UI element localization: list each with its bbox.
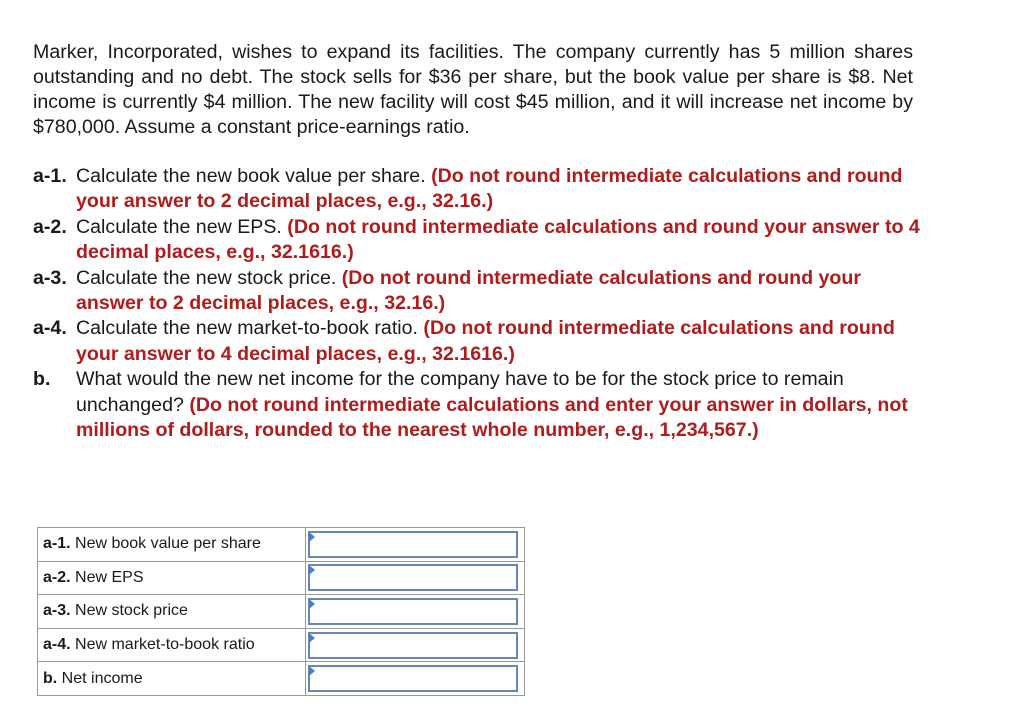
row-code: a-2. xyxy=(43,568,71,586)
input-marker-icon xyxy=(309,633,315,643)
answer-cell xyxy=(305,527,525,562)
input-marker-icon xyxy=(309,666,315,676)
question-text: Calculate the new stock price. xyxy=(76,266,342,289)
question-list xyxy=(33,164,923,443)
row-code: a-1. xyxy=(43,535,71,553)
new-eps-input[interactable] xyxy=(310,566,516,589)
problem-statement: Marker, Incorporated, wishes to expand its facilities. The company currently has 5 million shares outstanding and no debt. The stock sells for $36 per share, but the book value per share is $8. Net income is currently $4 million. The new facility will cost $45 million, and it will increase net income by $780,000. Assume a constant price-earnings ratio. xyxy=(33,41,913,138)
question-instruction: (Do not round intermediate calculations and round your answer to 2 decimal places, e.g., 32.16.) xyxy=(76,165,903,213)
question-a2 xyxy=(33,215,923,266)
question-instruction: (Do not round intermediate calculations and round your answer to 4 decimal places, e.g., 32.1616.) xyxy=(76,317,895,365)
answer-input-box xyxy=(308,531,518,558)
new-market-to-book-input[interactable] xyxy=(310,634,516,657)
row-code: b. xyxy=(43,669,58,687)
row-label: New book value per share xyxy=(70,535,261,553)
answer-input-box xyxy=(308,564,518,591)
answer-cell xyxy=(305,595,525,629)
question-label: a-4. xyxy=(33,317,67,340)
question-text: What would the new net income for the company have to be for the stock price to remain unchanged? xyxy=(76,368,844,416)
question-a3 xyxy=(33,266,923,317)
question-text: Calculate the new EPS. xyxy=(76,215,288,238)
answer-input-box xyxy=(308,665,518,692)
net-income-input[interactable] xyxy=(310,667,516,690)
question-label: a-1. xyxy=(33,165,67,187)
answer-cell xyxy=(305,662,525,696)
question-a4 xyxy=(33,316,923,367)
row-label-net-income xyxy=(37,662,305,696)
row-label-new-stock-price xyxy=(37,595,305,629)
row-label: Net income xyxy=(57,669,143,687)
question-instruction: (Do not round intermediate calculations and enter your answer in dollars, not millions of dollars, rounded to the nearest whole number, e.g., 1,234,567.) xyxy=(76,393,908,442)
question-label: a-3. xyxy=(33,266,67,289)
table-row xyxy=(37,662,525,696)
question-text: Calculate the new book value per share. xyxy=(76,165,432,187)
row-code: a-4. xyxy=(43,636,71,654)
answer-input-box xyxy=(308,632,518,659)
input-marker-icon xyxy=(309,599,315,609)
table-row xyxy=(37,562,525,596)
table-row xyxy=(37,629,525,663)
new-stock-price-input[interactable] xyxy=(310,600,516,623)
row-label: New stock price xyxy=(70,602,188,620)
answer-input-box xyxy=(308,598,518,625)
row-label-new-market-to-book xyxy=(37,629,305,663)
question-text: Calculate the new market-to-book ratio. xyxy=(76,317,424,340)
question-label: a-2. xyxy=(33,215,67,238)
row-label-new-eps xyxy=(37,562,305,596)
input-marker-icon xyxy=(309,565,315,575)
table-row xyxy=(37,527,525,562)
table-row xyxy=(37,595,525,629)
input-marker-icon xyxy=(309,532,315,542)
row-label: New market-to-book ratio xyxy=(70,636,255,654)
row-code: a-3. xyxy=(43,602,71,620)
question-label: b. xyxy=(33,368,51,391)
question-a1 xyxy=(33,164,923,215)
answer-table xyxy=(37,527,525,696)
question-instruction: (Do not round intermediate calculations and round your answer to 4 decimal places, e.g., 32.1616.) xyxy=(76,215,920,264)
question-b xyxy=(33,367,923,443)
answer-cell xyxy=(305,629,525,663)
answer-cell xyxy=(305,562,525,596)
row-label: New EPS xyxy=(70,568,144,586)
row-label-new-book-value xyxy=(37,527,305,562)
question-instruction: (Do not round intermediate calculations and round your answer to 2 decimal places, e.g., 32.16.) xyxy=(76,266,861,315)
new-book-value-input[interactable] xyxy=(310,533,516,556)
